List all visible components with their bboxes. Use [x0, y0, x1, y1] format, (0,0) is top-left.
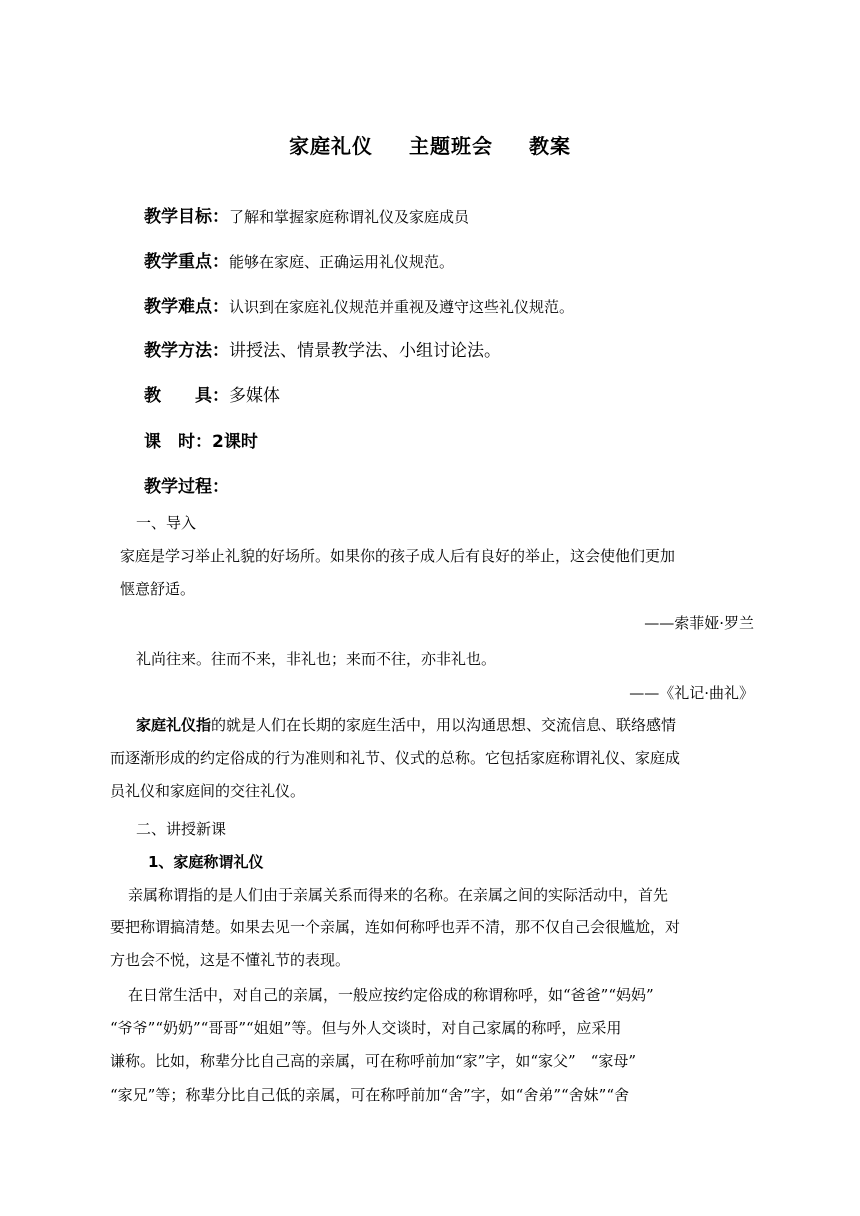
definition-line-1-text: 的就是人们在长期的家庭生活中，用以沟通思想、交流信息、联络感情 [211, 716, 677, 734]
quote-2-source: ——《礼记·曲礼》 [629, 684, 754, 702]
teaching-difficulty-value: 认识到在家庭礼仪规范并重视及遵守这些礼仪规范。 [229, 298, 575, 316]
teaching-goal-value: 了解和掌握家庭称谓礼仪及家庭成员 [229, 208, 470, 226]
quote-1-author: ——索菲娅·罗兰 [644, 614, 754, 632]
paragraph-2-line-2: “爷爷”“奶奶”“哥哥”“姐姐”等。但与外人交谈时，对自己家属的称呼，应采用 [110, 1019, 622, 1037]
title-part-2: 主题班会 [409, 134, 493, 158]
teaching-process [144, 472, 229, 497]
teaching-goal-label: 教学目标： [144, 207, 229, 227]
quote-1-line-2: 惬意舒适。 [120, 580, 196, 598]
class-hours-value: 2课时 [212, 432, 258, 452]
definition-line-3: 员礼仪和家庭间的交往礼仪。 [110, 782, 306, 800]
section-heading-intro: 一、导入 [136, 514, 197, 532]
paragraph-1-line-1: 亲属称谓指的是人们由于亲属关系而得来的名称。在亲属之间的实际活动中，首先 [128, 886, 669, 904]
quote-2: 礼尚往来。往而不来，非礼也；来而不往，亦非礼也。 [136, 650, 497, 668]
teaching-method-label: 教学方法： [144, 341, 229, 361]
teaching-method-value: 讲授法、情景教学法、小组讨论法。 [229, 341, 501, 361]
paragraph-2-line-4: “家兄”等；称辈分比自己低的亲属，可在称呼前加“舍”字，如“舍弟”“舍妹”“舍 [110, 1086, 630, 1104]
teaching-tools [144, 381, 280, 406]
paragraph-1-line-3: 方也会不悦，这是不懂礼节的表现。 [110, 951, 351, 969]
paragraph-2-line-1: 在日常生活中，对自己的亲属，一般应按约定俗成的称谓称呼，如“爸爸”“妈妈” [128, 986, 654, 1004]
subsection-heading-address-etiquette: 1、家庭称谓礼仪 [148, 853, 264, 871]
teaching-key-point-value: 能够在家庭、正确运用礼仪规范。 [229, 253, 455, 271]
teaching-key-point [144, 247, 454, 272]
title-part-1: 家庭礼仪 [289, 134, 373, 158]
section-heading-new-lesson: 二、讲授新课 [136, 820, 227, 838]
paragraph-1-line-2: 要把称谓搞清楚。如果去见一个亲属，连如何称呼也弄不清，那不仅自己会很尴尬，对 [110, 918, 681, 936]
page-title [0, 130, 860, 159]
teaching-difficulty-label: 教学难点： [144, 297, 229, 317]
class-hours-label: 课 时： [144, 432, 212, 452]
teaching-difficulty [144, 292, 574, 317]
definition-line-1 [136, 714, 676, 735]
quote-1-line-1: 家庭是学习举止礼貌的好场所。如果你的孩子成人后有良好的举止，这会使他们更加 [120, 547, 676, 565]
definition-line-2: 而逐渐形成的约定俗成的行为准则和礼节、仪式的总称。它包括家庭称谓礼仪、家庭成 [110, 749, 681, 767]
teaching-goal [144, 202, 469, 227]
teaching-process-label: 教学过程： [144, 477, 229, 497]
title-part-3: 教案 [529, 134, 571, 158]
teaching-method [144, 336, 501, 361]
teaching-key-point-label: 教学重点： [144, 252, 229, 272]
paragraph-2-line-3: 谦称。比如，称辈分比自己高的亲属，可在称呼前加“家”字，如“家父” “家母” [110, 1052, 637, 1070]
teaching-tools-label: 教 具： [144, 386, 229, 406]
teaching-tools-value: 多媒体 [229, 386, 280, 406]
class-hours [144, 427, 258, 452]
definition-term: 家庭礼仪指 [136, 716, 212, 734]
